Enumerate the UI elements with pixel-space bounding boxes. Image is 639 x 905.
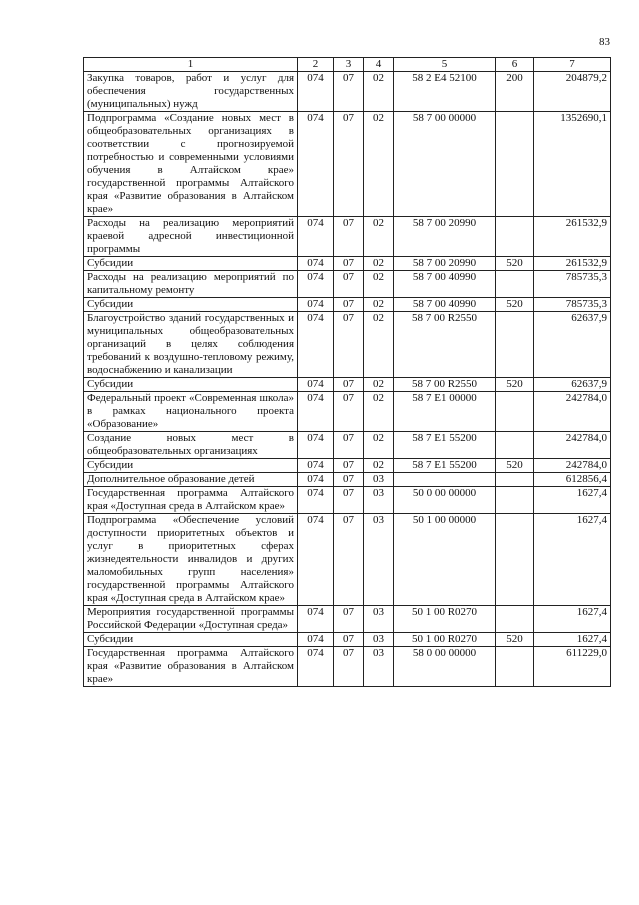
row-section-code: 07 <box>334 271 364 298</box>
row-ministry-code: 074 <box>298 647 334 687</box>
table-row <box>84 257 611 271</box>
row-expense-type: 520 <box>496 298 534 312</box>
row-ministry-code: 074 <box>298 378 334 392</box>
row-name: Дополнительное образование детей <box>84 473 298 487</box>
row-subsection-code: 03 <box>364 473 394 487</box>
row-subsection-code: 03 <box>364 606 394 633</box>
row-subsection-code: 02 <box>364 459 394 473</box>
row-name: Закупка товаров, работ и услуг для обеспечения государственных (муниципальных) нужд <box>84 72 298 112</box>
row-expense-type <box>496 473 534 487</box>
row-subsection-code: 02 <box>364 298 394 312</box>
row-target-article: 58 7 00 40990 <box>394 271 496 298</box>
row-amount: 1627,4 <box>534 514 611 606</box>
row-section-code: 07 <box>334 432 364 459</box>
row-expense-type <box>496 112 534 217</box>
row-amount: 1352690,1 <box>534 112 611 217</box>
table-row <box>84 217 611 257</box>
row-expense-type <box>496 217 534 257</box>
row-ministry-code: 074 <box>298 72 334 112</box>
row-ministry-code: 074 <box>298 473 334 487</box>
row-subsection-code: 03 <box>364 633 394 647</box>
column-header: 4 <box>364 58 394 72</box>
row-name: Расходы на реализацию мероприятий краевой адресной инвестиционной программы <box>84 217 298 257</box>
row-section-code: 07 <box>334 487 364 514</box>
table-row <box>84 312 611 378</box>
row-subsection-code: 02 <box>364 217 394 257</box>
row-name: Благоустройство зданий государственных и муниципальных общеобразовательных организаций в целях соблюдения требований к воздушно-тепловому режиму, водоснабжению и канализации <box>84 312 298 378</box>
row-name: Субсидии <box>84 298 298 312</box>
row-amount: 785735,3 <box>534 298 611 312</box>
row-target-article: 58 7 00 00000 <box>394 112 496 217</box>
table-row <box>84 473 611 487</box>
row-amount: 204879,2 <box>534 72 611 112</box>
column-header: 1 <box>84 58 298 72</box>
row-name: Субсидии <box>84 257 298 271</box>
row-section-code: 07 <box>334 473 364 487</box>
table-row <box>84 633 611 647</box>
row-section-code: 07 <box>334 378 364 392</box>
row-name: Субсидии <box>84 459 298 473</box>
row-section-code: 07 <box>334 312 364 378</box>
row-amount: 1627,4 <box>534 633 611 647</box>
row-amount: 1627,4 <box>534 487 611 514</box>
row-section-code: 07 <box>334 217 364 257</box>
row-section-code: 07 <box>334 392 364 432</box>
table-row <box>84 606 611 633</box>
row-subsection-code: 02 <box>364 271 394 298</box>
row-name: Государственная программа Алтайского края «Развитие образования в Алтайском крае» <box>84 647 298 687</box>
row-target-article: 50 1 00 00000 <box>394 514 496 606</box>
row-name: Субсидии <box>84 378 298 392</box>
row-subsection-code: 03 <box>364 647 394 687</box>
row-expense-type: 520 <box>496 459 534 473</box>
row-target-article: 58 7 E1 55200 <box>394 459 496 473</box>
row-subsection-code: 02 <box>364 378 394 392</box>
table-row <box>84 514 611 606</box>
row-ministry-code: 074 <box>298 487 334 514</box>
row-section-code: 07 <box>334 112 364 217</box>
row-section-code: 07 <box>334 633 364 647</box>
budget-table <box>83 57 611 687</box>
row-target-article: 58 7 00 R2550 <box>394 378 496 392</box>
table-body <box>84 72 611 687</box>
row-amount: 261532,9 <box>534 217 611 257</box>
row-target-article: 58 7 00 20990 <box>394 217 496 257</box>
row-ministry-code: 074 <box>298 257 334 271</box>
row-subsection-code: 02 <box>364 112 394 217</box>
row-target-article: 50 1 00 R0270 <box>394 606 496 633</box>
column-header: 7 <box>534 58 611 72</box>
page-number: 83 <box>599 36 610 48</box>
row-amount: 612856,4 <box>534 473 611 487</box>
row-expense-type <box>496 392 534 432</box>
row-ministry-code: 074 <box>298 432 334 459</box>
row-ministry-code: 074 <box>298 312 334 378</box>
row-name: Подпрограмма «Обеспечение условий доступности приоритетных объектов и услуг в приоритетных сферах жизнедеятельности инвалидов и других маломобильных групп населения» государственной программы Алтайского края «Доступная среда в Алтайском крае» <box>84 514 298 606</box>
row-ministry-code: 074 <box>298 298 334 312</box>
row-ministry-code: 074 <box>298 514 334 606</box>
table-row <box>84 432 611 459</box>
table-row <box>84 487 611 514</box>
column-header: 5 <box>394 58 496 72</box>
row-name: Субсидии <box>84 633 298 647</box>
row-amount: 242784,0 <box>534 432 611 459</box>
row-section-code: 07 <box>334 257 364 271</box>
row-subsection-code: 03 <box>364 487 394 514</box>
row-name: Расходы на реализацию мероприятий по капитальному ремонту <box>84 271 298 298</box>
row-name: Мероприятия государственной программы Российской Федерации «Доступная среда» <box>84 606 298 633</box>
table-row <box>84 298 611 312</box>
row-expense-type: 200 <box>496 72 534 112</box>
row-ministry-code: 074 <box>298 112 334 217</box>
row-expense-type <box>496 271 534 298</box>
row-expense-type <box>496 514 534 606</box>
row-section-code: 07 <box>334 298 364 312</box>
row-expense-type: 520 <box>496 633 534 647</box>
row-target-article <box>394 473 496 487</box>
table-row <box>84 378 611 392</box>
row-ministry-code: 074 <box>298 271 334 298</box>
column-header: 3 <box>334 58 364 72</box>
row-amount: 785735,3 <box>534 271 611 298</box>
row-section-code: 07 <box>334 647 364 687</box>
row-subsection-code: 02 <box>364 72 394 112</box>
row-name: Создание новых мест в общеобразовательных организациях <box>84 432 298 459</box>
row-ministry-code: 074 <box>298 392 334 432</box>
row-ministry-code: 074 <box>298 459 334 473</box>
row-section-code: 07 <box>334 606 364 633</box>
table-row <box>84 647 611 687</box>
row-section-code: 07 <box>334 514 364 606</box>
column-header: 2 <box>298 58 334 72</box>
row-expense-type <box>496 647 534 687</box>
row-subsection-code: 02 <box>364 257 394 271</box>
row-target-article: 58 7 00 R2550 <box>394 312 496 378</box>
row-target-article: 58 7 00 40990 <box>394 298 496 312</box>
row-subsection-code: 02 <box>364 312 394 378</box>
row-expense-type: 520 <box>496 378 534 392</box>
row-amount: 611229,0 <box>534 647 611 687</box>
row-target-article: 58 0 00 00000 <box>394 647 496 687</box>
row-ministry-code: 074 <box>298 606 334 633</box>
table-row <box>84 112 611 217</box>
row-name: Федеральный проект «Современная школа» в рамках национального проекта «Образование» <box>84 392 298 432</box>
row-ministry-code: 074 <box>298 217 334 257</box>
column-header: 6 <box>496 58 534 72</box>
row-expense-type <box>496 487 534 514</box>
row-target-article: 58 7 E1 00000 <box>394 392 496 432</box>
table-row <box>84 271 611 298</box>
row-name: Государственная программа Алтайского края «Доступная среда в Алтайском крае» <box>84 487 298 514</box>
row-target-article: 58 7 00 20990 <box>394 257 496 271</box>
row-target-article: 58 2 E4 52100 <box>394 72 496 112</box>
row-target-article: 50 1 00 R0270 <box>394 633 496 647</box>
table-row <box>84 72 611 112</box>
row-amount: 1627,4 <box>534 606 611 633</box>
table-row <box>84 392 611 432</box>
row-subsection-code: 02 <box>364 432 394 459</box>
row-subsection-code: 02 <box>364 392 394 432</box>
row-subsection-code: 03 <box>364 514 394 606</box>
row-section-code: 07 <box>334 459 364 473</box>
row-amount: 62637,9 <box>534 378 611 392</box>
row-ministry-code: 074 <box>298 633 334 647</box>
row-expense-type <box>496 432 534 459</box>
row-amount: 261532,9 <box>534 257 611 271</box>
row-section-code: 07 <box>334 72 364 112</box>
row-target-article: 58 7 E1 55200 <box>394 432 496 459</box>
header-row <box>84 58 611 72</box>
row-expense-type <box>496 312 534 378</box>
table-row <box>84 459 611 473</box>
row-amount: 242784,0 <box>534 459 611 473</box>
row-expense-type: 520 <box>496 257 534 271</box>
row-target-article: 50 0 00 00000 <box>394 487 496 514</box>
row-expense-type <box>496 606 534 633</box>
row-name: Подпрограмма «Создание новых мест в общеобразовательных организациях в соответствии с прогнозируемой потребностью и современными условиями обучения в Алтайском крае» государственной программы Алтайского края «Развитие образования в Алтайском крае» <box>84 112 298 217</box>
row-amount: 242784,0 <box>534 392 611 432</box>
row-amount: 62637,9 <box>534 312 611 378</box>
